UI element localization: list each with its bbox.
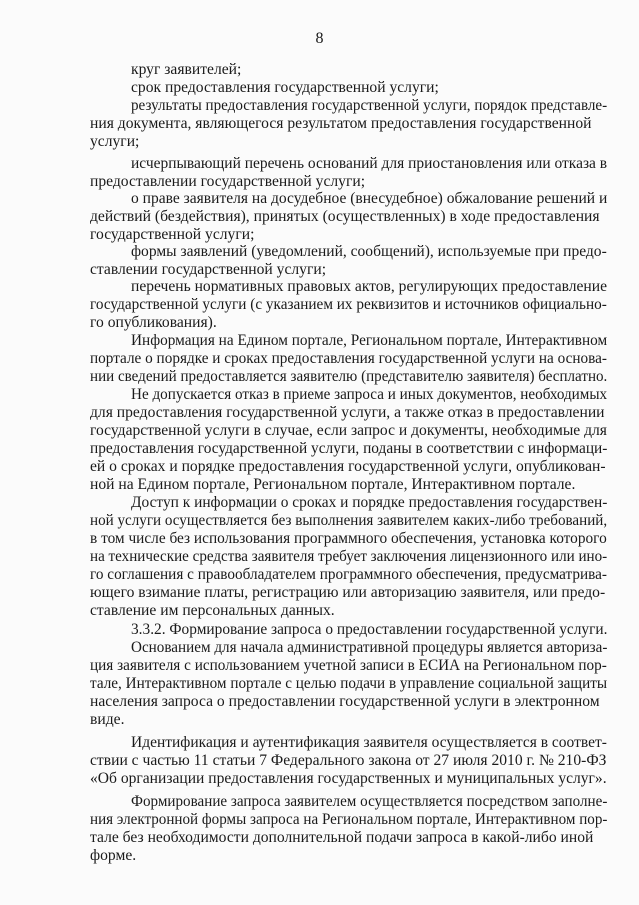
- text-line: Не допускается отказ в приеме запроса и иных документов, необходимых: [131, 386, 608, 403]
- text-line: «Об организации предоставления государственных и муниципальных услуг».: [90, 770, 607, 787]
- text-line: результаты предоставления государственной услуги, порядок представле-: [131, 97, 608, 114]
- text-line: портале о порядке и сроках предоставления государственной услуги на основа-: [90, 350, 607, 367]
- text-line: ной услуги осуществляется без выполнения заявителем каких-либо требований,: [90, 512, 608, 529]
- text-line: в том числе без использования программного обеспечения, установка которого: [90, 530, 607, 547]
- text-line: го опубликования).: [90, 314, 217, 331]
- text-line: ствии с частью 11 статьи 7 Федерального закона от 27 июля 2010 г. № 210-ФЗ: [90, 752, 607, 769]
- text-line: Идентификация и аутентификация заявителя осуществляется в соответ-: [131, 734, 607, 751]
- text-line: перечень нормативных правовых актов, регулирующих предоставление: [131, 278, 607, 295]
- text-line: Основанием для начала административной процедуры является авториза-: [131, 639, 608, 656]
- text-line: виде.: [90, 711, 125, 728]
- text-line: о праве заявителя на досудебное (внесудебное) обжалование решений и: [131, 190, 608, 207]
- text-line: ной на Едином портале, Региональном портале, Интерактивном портале.: [90, 476, 576, 493]
- text-line: государственной услуги в случае, если запрос и документы, необходимые для: [90, 422, 607, 439]
- text-line: ния электронной формы запроса на Региональном портале, Интерактивном пор-: [90, 811, 608, 828]
- text-line: Информация на Едином портале, Региональном портале, Интерактивном: [131, 332, 608, 349]
- page-number: 8: [315, 30, 324, 47]
- text-line: на технические средства заявителя требует заключения лицензионного или ино-: [90, 548, 608, 565]
- text-line: государственной услуги (с указанием их реквизитов и источников официально-: [90, 296, 607, 313]
- text-line: предоставления государственной услуги, поданы в соответствии с информаци-: [90, 440, 608, 457]
- text-line: тале, Интерактивном портале с целью подачи в управление социальной защиты: [90, 675, 608, 692]
- text-line: формы заявлений (уведомлений, сообщений), используемые при предо-: [131, 243, 607, 260]
- text-line: Доступ к информации о сроках и порядке предоставления государствен-: [131, 494, 608, 511]
- text-line: тале без необходимости дополнительной подачи запроса в какой-либо иной: [90, 829, 594, 846]
- text-line: исчерпывающий перечень оснований для приостановления или отказа в: [131, 155, 608, 172]
- text-line: для предоставления государственной услуги, а также отказ в предоставлении: [90, 404, 605, 421]
- text-line: го соглашения с правообладателем программного обеспечения, предусматрива-: [90, 566, 607, 583]
- text-line: нии сведений предоставляется заявителю (представителю заявителя) бесплатно.: [90, 368, 608, 385]
- text-line: ция заявителя с использованием учетной записи в ЕСИА на Региональном пор-: [90, 657, 607, 674]
- text-line: срок предоставления государственной услуги;: [131, 79, 439, 96]
- text-line: ставлении государственной услуги;: [90, 261, 327, 278]
- section-heading: 3.3.2. Формирование запроса о предоставлении государственной услуги.: [131, 621, 608, 638]
- text-line: предоставлении государственной услуги;: [90, 173, 366, 190]
- text-line: государственной услуги;: [90, 226, 255, 243]
- text-line: форме.: [90, 847, 137, 864]
- text-line: ния документа, являющегося результатом предоставления государственной: [90, 115, 592, 132]
- text-line: услуги;: [90, 133, 140, 150]
- text-line: ставление им персональных данных.: [90, 602, 335, 619]
- text-line: ей о сроках и порядке предоставления государственной услуги, опубликован-: [90, 458, 606, 475]
- text-line: круг заявителей;: [131, 61, 242, 78]
- text-line: ющего взимание платы, регистрацию или авторизацию заявителя, или предо-: [90, 584, 606, 601]
- text-line: Формирование запроса заявителем осуществляется посредством заполне-: [131, 793, 608, 810]
- text-line: действий (бездействия), принятых (осуществленных) в ходе предоставления: [90, 208, 600, 225]
- text-line: населения запроса о предоставлении государственной услуги в электронном: [90, 693, 600, 710]
